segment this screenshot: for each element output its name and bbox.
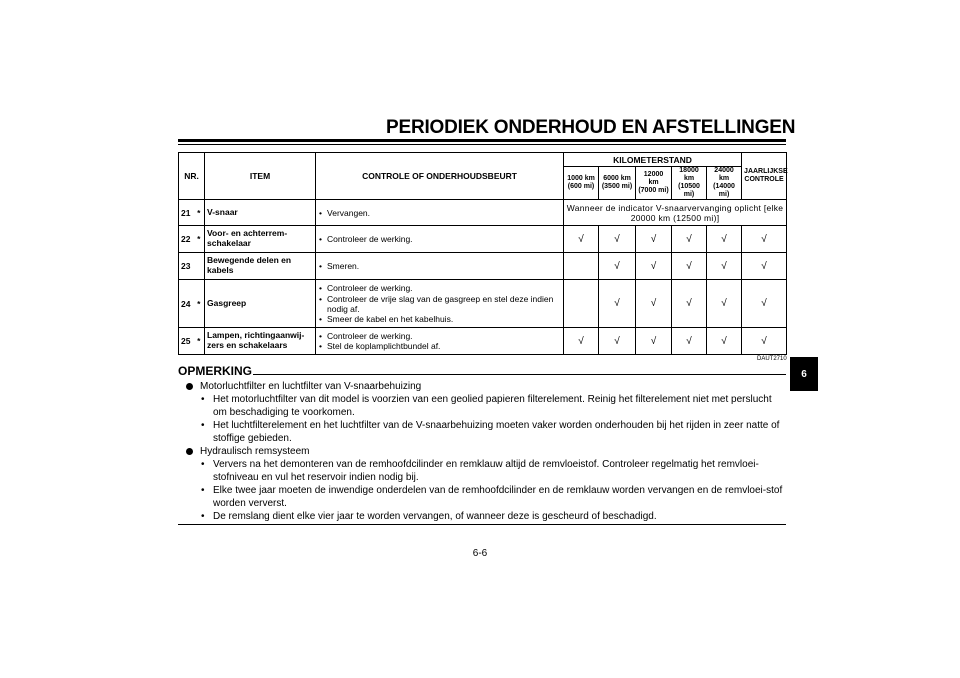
check-mark: √ [742,328,787,355]
chapter-tab: 6 [790,357,818,391]
check-mark: √ [707,328,742,355]
check-mark: √ [707,226,742,253]
title-rule-thin [178,144,786,145]
check-mark: √ [599,226,636,253]
header-km-2: 6000 km (3500 mi) [599,167,636,200]
row-actions [316,200,564,226]
check-mark: √ [636,226,672,253]
check-mark: √ [636,280,672,328]
row-nr: 24 [179,280,194,328]
header-nr: NR. [179,153,205,200]
note-item: • Het motorluchtfilter van dit model is voorzien van een geolied papieren filterelement. Reinig het filterelement niet met perslucht om beschadiging te voorkomen. [178,393,786,419]
check-mark: √ [599,253,636,280]
row-nr: 25 [179,328,194,355]
note-bottom-rule [178,524,786,525]
row-star: * [194,280,205,328]
row-actions [316,280,564,328]
check-mark [564,253,599,280]
check-mark: √ [672,280,707,328]
check-mark: √ [599,280,636,328]
note-heading-rule [253,374,786,375]
table-row [179,253,787,280]
check-mark: √ [636,328,672,355]
header-item: ITEM [205,153,316,200]
title-rule [178,139,786,142]
row-nr: 22 [179,226,194,253]
check-mark: √ [672,226,707,253]
header-km-5: 24000 km (14000 mi) [707,167,742,200]
row-item: V-snaar [205,200,316,226]
header-km-4: 18000 km (10500 mi) [672,167,707,200]
row-actions [316,226,564,253]
check-mark: √ [707,253,742,280]
action-item: • Smeren. [327,261,561,271]
note-item: • Ververs na het demonteren van de remhoofdcilinder en remklauw altijd de remvloeistof. Controleer regelmatig het remvloei-stofniveau en vul het reservoir indien nodig bij. [178,458,786,484]
row-item: Lampen, richtingaanwij-zers en schakelaars [205,328,316,355]
row-notice: Wanneer de indicator V-snaarvervanging oplicht [elke 20000 km (12500 mi)] [564,200,787,226]
page-number: 6-6 [472,548,488,559]
action-item: • Stel de koplamplichtbundel af. [327,341,561,351]
note-section-title: Hydraulisch remsysteem [178,445,786,458]
check-mark: √ [707,280,742,328]
check-mark: √ [742,253,787,280]
header-odometer: KILOMETERSTAND [564,153,742,167]
row-nr: 23 [179,253,194,280]
check-mark: √ [742,226,787,253]
table-row [179,226,787,253]
header-check: CONTROLE OF ONDERHOUDSBEURT [316,153,564,200]
row-star: * [194,328,205,355]
check-mark: √ [672,328,707,355]
row-star: * [194,200,205,226]
action-item: • Smeer de kabel en het kabelhuis. [327,314,561,324]
document-code: DAUT2710 [757,356,787,362]
table-row [179,200,787,226]
page-title: PERIODIEK ONDERHOUD EN AFSTELLINGEN [386,117,796,138]
row-actions [316,328,564,355]
check-mark [564,280,599,328]
note-item: • Elke twee jaar moeten de inwendige onderdelen van de remhoofdcilinder en de remklauw worden vervangen en de remvloei-stof worden ververst. [178,484,786,510]
row-item: Voor- en achterrem-schakelaar [205,226,316,253]
row-nr: 21 [179,200,194,226]
action-item: • Controleer de werking. [327,331,561,341]
row-item: Gasgreep [205,280,316,328]
check-mark: √ [636,253,672,280]
header-km-1: 1000 km (600 mi) [564,167,599,200]
note-section-title: Motorluchtfilter en luchtfilter van V-snaarbehuizing [178,380,786,393]
maintenance-table [178,152,787,355]
note-item: • De remslang dient elke vier jaar te worden vervangen, of wanneer deze is gescheurd of beschadigd. [178,510,786,523]
action-item: • Controleer de werking. [327,283,561,293]
table-row [179,280,787,328]
check-mark: √ [564,226,599,253]
check-mark: √ [742,280,787,328]
action-item: • Controleer de vrije slag van de gasgreep en stel deze indien nodig af. [327,294,561,314]
note-heading: OPMERKING [178,364,253,378]
row-actions [316,253,564,280]
bullet-icon [186,448,193,455]
row-star: * [194,226,205,253]
table-row [179,328,787,355]
check-mark: √ [672,253,707,280]
row-star [194,253,205,280]
action-item: • Controleer de werking. [327,234,561,244]
note-body [178,380,786,523]
check-mark: √ [599,328,636,355]
row-item: Bewegende delen en kabels [205,253,316,280]
bullet-icon [186,383,193,390]
header-km-3: 12000 km (7000 mi) [636,167,672,200]
check-mark: √ [564,328,599,355]
header-annual: JAARLIJKSE CONTROLE [742,153,787,200]
action-item: • Vervangen. [327,208,561,218]
note-item: • Het luchtfilterelement en het luchtfilter van de V-snaarbehuizing moeten vaker worden onderhouden bij het rijden in zeer natte of stoffige gebieden. [178,419,786,445]
